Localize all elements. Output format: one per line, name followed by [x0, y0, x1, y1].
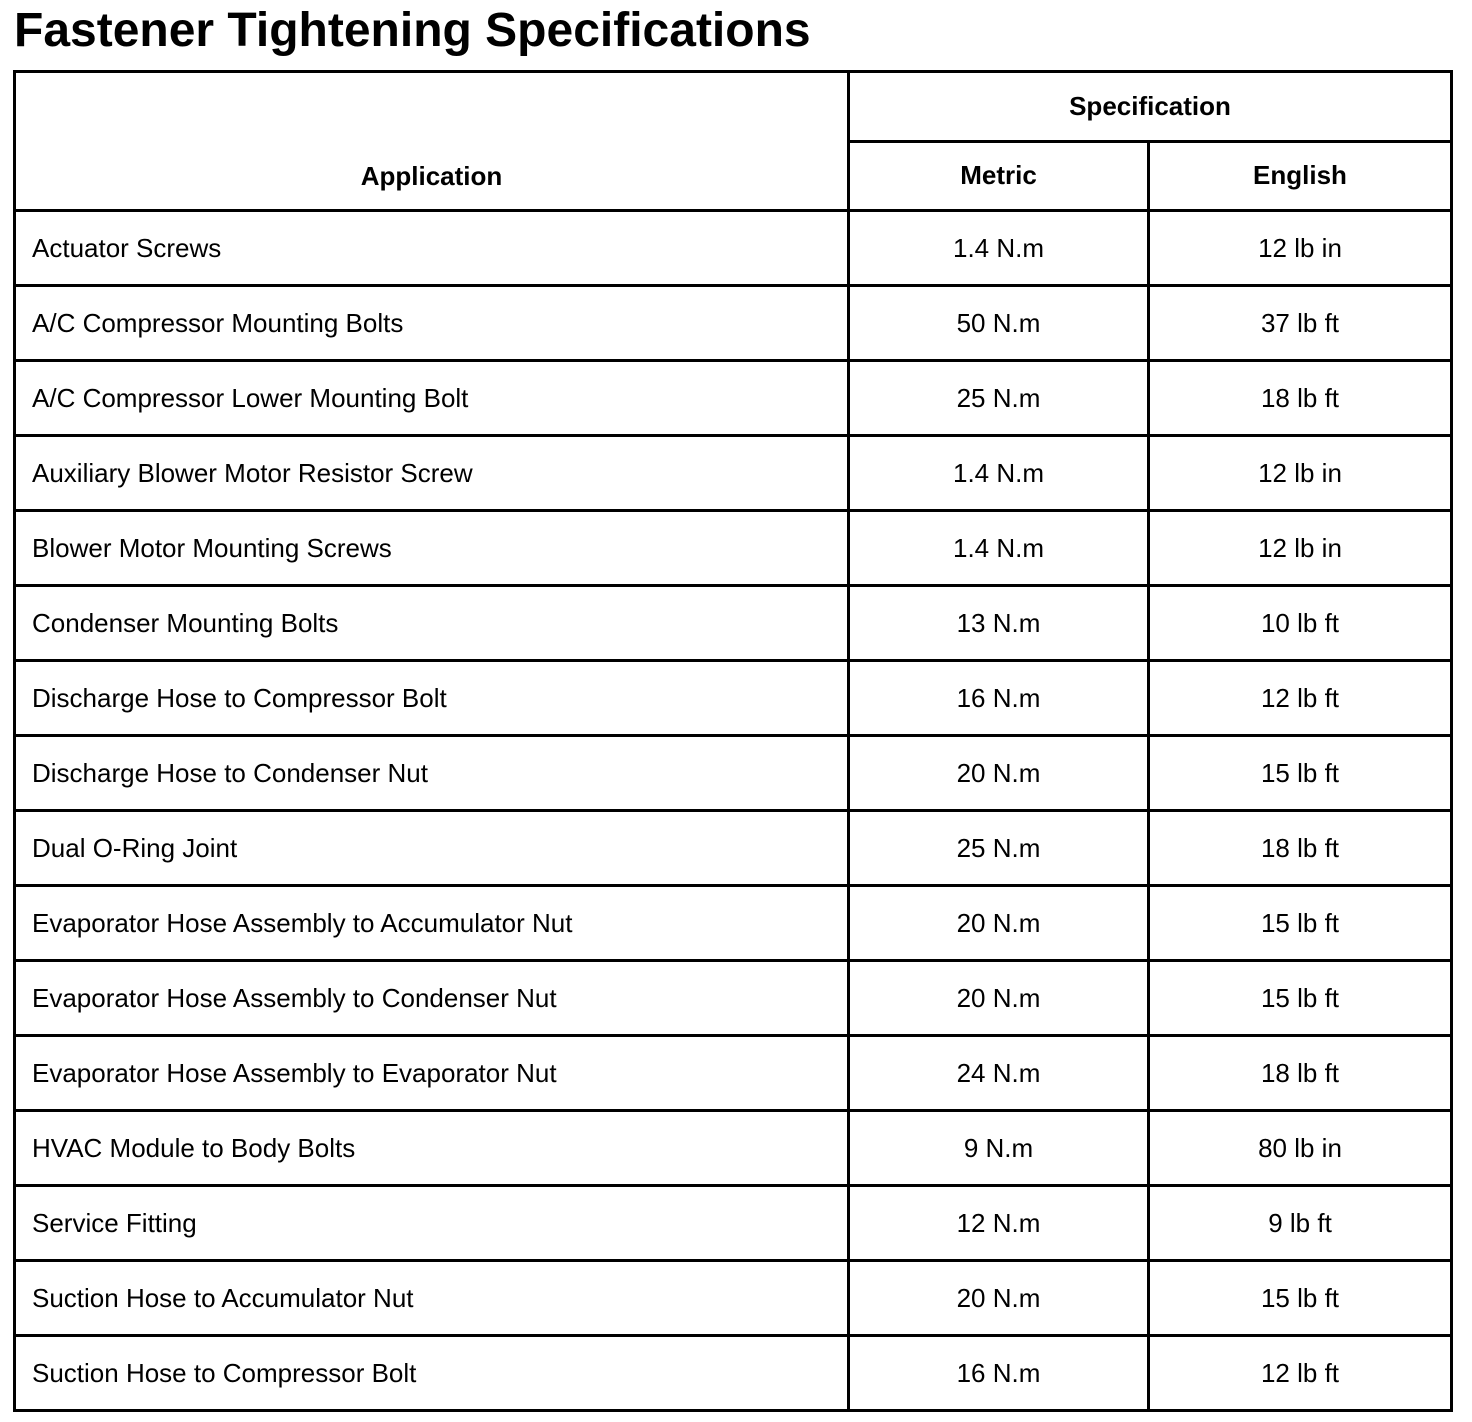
header-row-top [15, 72, 1452, 142]
table-row [15, 1336, 1452, 1411]
english-value-cell: 9 lb ft [1149, 1186, 1452, 1261]
metric-value-cell: 16 N.m [849, 661, 1149, 736]
english-value-cell: 12 lb in [1149, 211, 1452, 286]
application-cell: Suction Hose to Compressor Bolt [15, 1336, 849, 1411]
table-row [15, 961, 1452, 1036]
application-cell: Discharge Hose to Compressor Bolt [15, 661, 849, 736]
table-row [15, 736, 1452, 811]
metric-value-cell: 13 N.m [849, 586, 1149, 661]
metric-value-cell: 20 N.m [849, 736, 1149, 811]
metric-value-cell: 25 N.m [849, 811, 1149, 886]
metric-value-cell: 1.4 N.m [849, 436, 1149, 511]
table-body [15, 211, 1452, 1411]
english-value-cell: 10 lb ft [1149, 586, 1452, 661]
application-cell: Service Fitting [15, 1186, 849, 1261]
english-value-cell: 80 lb in [1149, 1111, 1452, 1186]
application-cell: A/C Compressor Mounting Bolts [15, 286, 849, 361]
fastener-spec-table [13, 70, 1453, 1412]
application-cell: Blower Motor Mounting Screws [15, 511, 849, 586]
english-value-cell: 15 lb ft [1149, 736, 1452, 811]
english-value-cell: 12 lb ft [1149, 661, 1452, 736]
metric-value-cell: 12 N.m [849, 1186, 1149, 1261]
english-value-cell: 15 lb ft [1149, 1261, 1452, 1336]
application-cell: HVAC Module to Body Bolts [15, 1111, 849, 1186]
english-value-cell: 15 lb ft [1149, 886, 1452, 961]
table-row [15, 886, 1452, 961]
application-cell: Auxiliary Blower Motor Resistor Screw [15, 436, 849, 511]
table-row [15, 1261, 1452, 1336]
metric-value-cell: 1.4 N.m [849, 211, 1149, 286]
metric-value-cell: 50 N.m [849, 286, 1149, 361]
english-value-cell: 37 lb ft [1149, 286, 1452, 361]
english-value-cell: 18 lb ft [1149, 811, 1452, 886]
metric-value-cell: 20 N.m [849, 886, 1149, 961]
table-row [15, 811, 1452, 886]
metric-value-cell: 1.4 N.m [849, 511, 1149, 586]
english-value-cell: 12 lb in [1149, 511, 1452, 586]
metric-column-header: Metric [849, 141, 1149, 211]
specification-group-header: Specification [849, 72, 1452, 142]
application-cell: Condenser Mounting Bolts [15, 586, 849, 661]
english-value-cell: 18 lb ft [1149, 1036, 1452, 1111]
application-cell: Evaporator Hose Assembly to Condenser Nut [15, 961, 849, 1036]
english-value-cell: 15 lb ft [1149, 961, 1452, 1036]
application-cell: Evaporator Hose Assembly to Evaporator Nut [15, 1036, 849, 1111]
application-cell: Actuator Screws [15, 211, 849, 286]
table-row [15, 586, 1452, 661]
table-row [15, 1036, 1452, 1111]
metric-value-cell: 9 N.m [849, 1111, 1149, 1186]
table-row [15, 1186, 1452, 1261]
application-cell: A/C Compressor Lower Mounting Bolt [15, 361, 849, 436]
english-value-cell: 18 lb ft [1149, 361, 1452, 436]
application-cell: Suction Hose to Accumulator Nut [15, 1261, 849, 1336]
page-title: Fastener Tightening Specifications [14, 4, 811, 57]
english-value-cell: 12 lb in [1149, 436, 1452, 511]
application-column-header: Application [15, 72, 849, 211]
table-row [15, 436, 1452, 511]
english-value-cell: 12 lb ft [1149, 1336, 1452, 1411]
table-row [15, 361, 1452, 436]
metric-value-cell: 24 N.m [849, 1036, 1149, 1111]
english-column-header: English [1149, 141, 1452, 211]
table-header [15, 72, 1452, 211]
application-cell: Evaporator Hose Assembly to Accumulator Nut [15, 886, 849, 961]
metric-value-cell: 16 N.m [849, 1336, 1149, 1411]
table-row [15, 286, 1452, 361]
metric-value-cell: 20 N.m [849, 1261, 1149, 1336]
table-row [15, 511, 1452, 586]
table-row [15, 211, 1452, 286]
application-cell: Dual O-Ring Joint [15, 811, 849, 886]
application-cell: Discharge Hose to Condenser Nut [15, 736, 849, 811]
table-row [15, 1111, 1452, 1186]
metric-value-cell: 20 N.m [849, 961, 1149, 1036]
metric-value-cell: 25 N.m [849, 361, 1149, 436]
table-row [15, 661, 1452, 736]
